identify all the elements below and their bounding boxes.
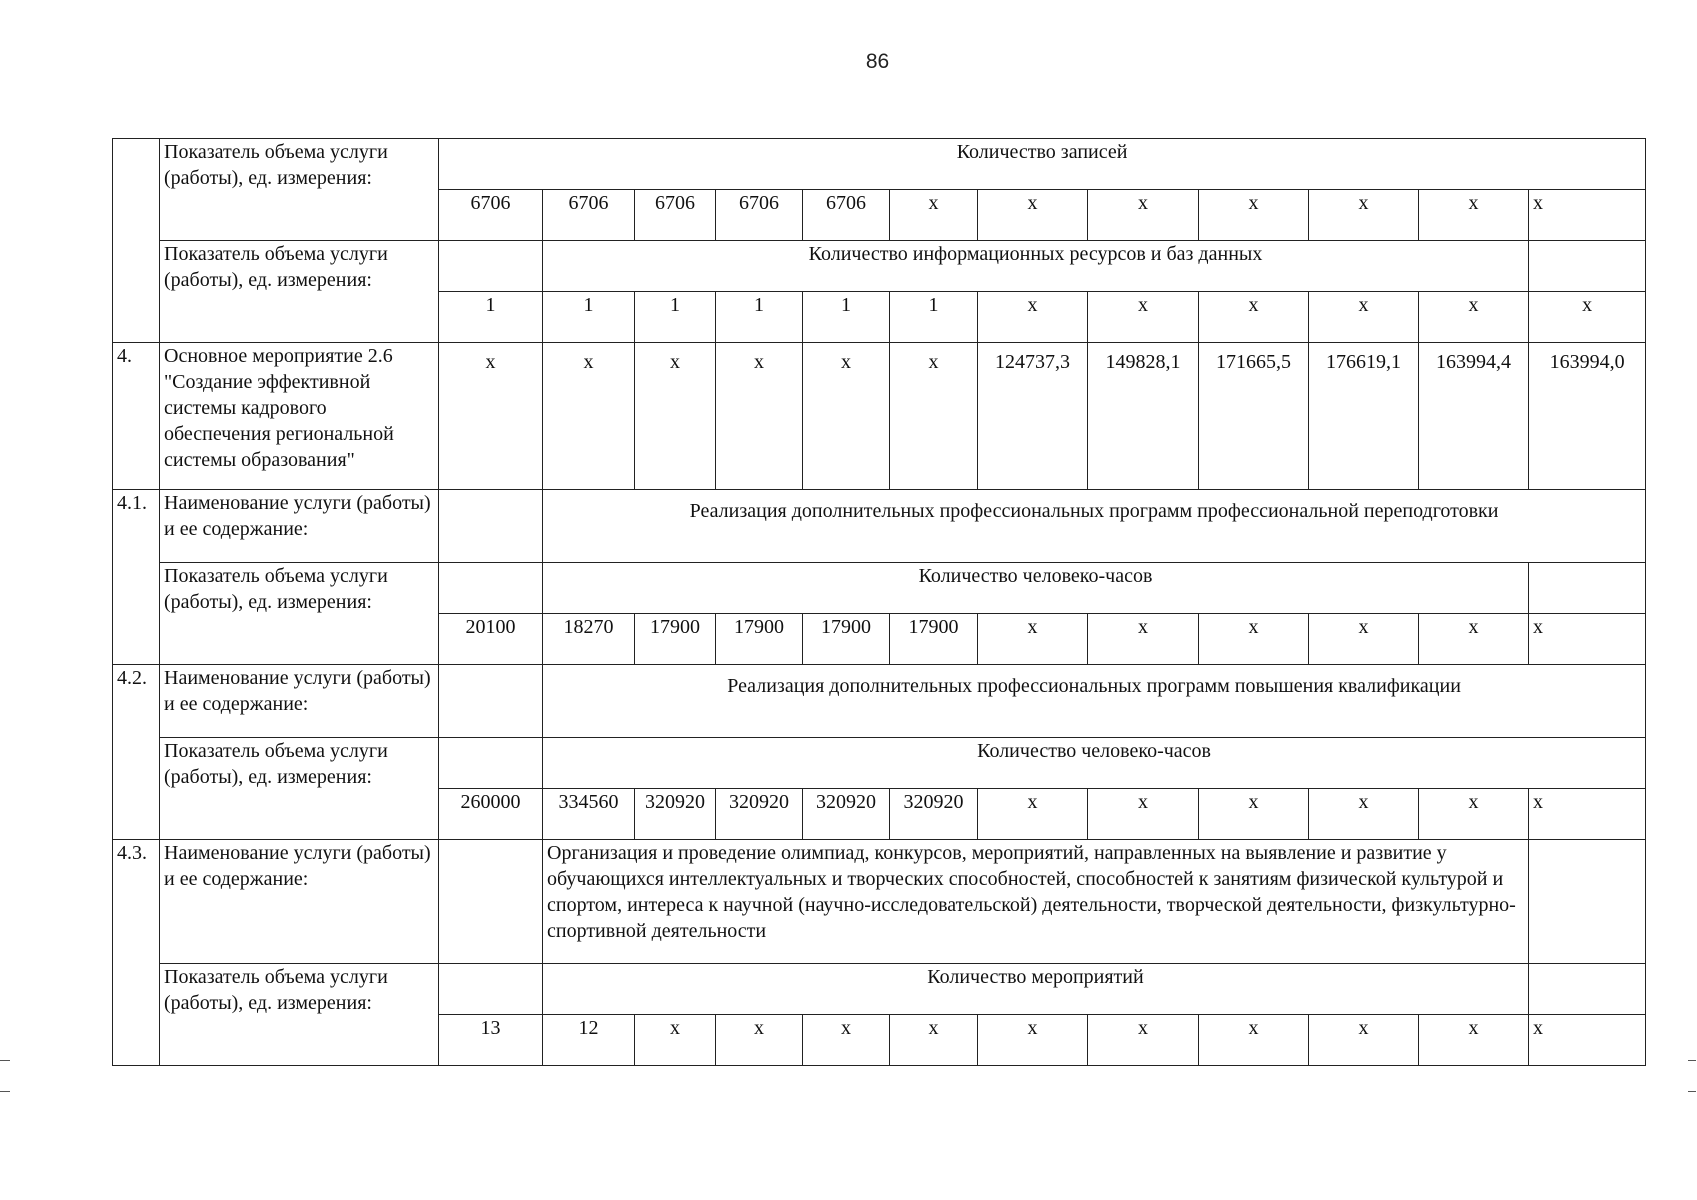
value-cell: x bbox=[1419, 789, 1529, 840]
table-row bbox=[113, 840, 1646, 964]
row-index: 4. bbox=[113, 343, 160, 490]
service-name: Реализация дополнительных профессиональных программ профессиональной переподготовки bbox=[543, 490, 1646, 563]
value-cell: 13 bbox=[439, 1015, 543, 1066]
value-cell: 320920 bbox=[890, 789, 978, 840]
empty-cell bbox=[1529, 241, 1646, 292]
value-cell: x bbox=[1199, 1015, 1309, 1066]
scan-mark-left bbox=[0, 1060, 10, 1092]
indicator-unit: Количество записей bbox=[439, 139, 1646, 190]
empty-cell bbox=[1529, 964, 1646, 1015]
value-cell: x bbox=[890, 1015, 978, 1066]
empty-cell bbox=[1529, 840, 1646, 964]
scan-mark-right bbox=[1688, 1060, 1696, 1092]
empty-cell bbox=[439, 665, 543, 738]
value-cell: x bbox=[1199, 614, 1309, 665]
value-cell: 6706 bbox=[543, 190, 635, 241]
value-cell: 124737,3 bbox=[978, 343, 1088, 490]
value-cell: 1 bbox=[716, 292, 803, 343]
empty-cell bbox=[439, 840, 543, 964]
empty-cell bbox=[439, 738, 543, 789]
table-row bbox=[113, 241, 1646, 292]
value-cell: 149828,1 bbox=[1088, 343, 1199, 490]
table-row bbox=[113, 139, 1646, 190]
value-cell: x bbox=[803, 343, 890, 490]
table-row bbox=[113, 343, 1646, 490]
value-cell: x bbox=[543, 343, 635, 490]
value-cell: 6706 bbox=[635, 190, 716, 241]
value-cell: x bbox=[890, 190, 978, 241]
value-cell: x bbox=[1419, 614, 1529, 665]
value-cell: x bbox=[1088, 1015, 1199, 1066]
value-cell: x bbox=[1529, 190, 1646, 241]
value-cell: 6706 bbox=[439, 190, 543, 241]
value-cell: x bbox=[978, 789, 1088, 840]
value-cell: 1 bbox=[543, 292, 635, 343]
service-label: Наименование услуги (работы) и ее содержание: bbox=[160, 665, 439, 738]
value-cell: x bbox=[1529, 292, 1646, 343]
indicator-label: Показатель объема услуги (работы), ед. измерения: bbox=[160, 964, 439, 1066]
index-cell bbox=[113, 139, 160, 343]
empty-cell bbox=[439, 490, 543, 563]
value-cell: 320920 bbox=[635, 789, 716, 840]
value-cell: x bbox=[978, 614, 1088, 665]
value-cell: 17900 bbox=[635, 614, 716, 665]
row-index: 4.3. bbox=[113, 840, 160, 1066]
row-index: 4.1. bbox=[113, 490, 160, 665]
service-label: Наименование услуги (работы) и ее содержание: bbox=[160, 490, 439, 563]
value-cell: x bbox=[1309, 789, 1419, 840]
value-cell: x bbox=[439, 343, 543, 490]
value-cell: 1 bbox=[890, 292, 978, 343]
service-name: Реализация дополнительных профессиональных программ повышения квалификации bbox=[543, 665, 1646, 738]
value-cell: x bbox=[635, 343, 716, 490]
table-row bbox=[113, 665, 1646, 738]
indicator-unit: Количество человеко-часов bbox=[543, 738, 1646, 789]
value-cell: x bbox=[1088, 292, 1199, 343]
indicator-label: Показатель объема услуги (работы), ед. измерения: bbox=[160, 139, 439, 241]
value-cell: 176619,1 bbox=[1309, 343, 1419, 490]
value-cell: x bbox=[1529, 1015, 1646, 1066]
value-cell: x bbox=[1088, 789, 1199, 840]
table-row bbox=[113, 738, 1646, 789]
empty-cell bbox=[439, 241, 543, 292]
indicator-unit: Количество человеко-часов bbox=[543, 563, 1529, 614]
value-cell: 1 bbox=[803, 292, 890, 343]
value-cell: 6706 bbox=[716, 190, 803, 241]
value-cell: x bbox=[890, 343, 978, 490]
value-cell: 1 bbox=[439, 292, 543, 343]
value-cell: 320920 bbox=[803, 789, 890, 840]
indicator-unit: Количество информационных ресурсов и баз данных bbox=[543, 241, 1529, 292]
value-cell: 6706 bbox=[803, 190, 890, 241]
table-row bbox=[113, 563, 1646, 614]
value-cell: 17900 bbox=[716, 614, 803, 665]
value-cell: 1 bbox=[635, 292, 716, 343]
value-cell: x bbox=[1199, 789, 1309, 840]
value-cell: x bbox=[635, 1015, 716, 1066]
value-cell: x bbox=[1529, 789, 1646, 840]
table-row bbox=[113, 964, 1646, 1015]
value-cell: x bbox=[803, 1015, 890, 1066]
value-cell: x bbox=[1088, 190, 1199, 241]
page-number: 86 bbox=[865, 50, 890, 73]
value-cell: x bbox=[1419, 1015, 1529, 1066]
value-cell: 260000 bbox=[439, 789, 543, 840]
value-cell: x bbox=[1088, 614, 1199, 665]
value-cell: x bbox=[1309, 614, 1419, 665]
value-cell: x bbox=[1309, 190, 1419, 241]
value-cell: 320920 bbox=[716, 789, 803, 840]
value-cell: x bbox=[1529, 614, 1646, 665]
value-cell: 163994,0 bbox=[1529, 343, 1646, 490]
empty-cell bbox=[439, 964, 543, 1015]
indicator-label: Показатель объема услуги (работы), ед. измерения: bbox=[160, 563, 439, 665]
value-cell: x bbox=[978, 1015, 1088, 1066]
value-cell: x bbox=[1199, 190, 1309, 241]
indicator-label: Показатель объема услуги (работы), ед. измерения: bbox=[160, 241, 439, 343]
value-cell: 17900 bbox=[803, 614, 890, 665]
value-cell: 12 bbox=[543, 1015, 635, 1066]
value-cell: 163994,4 bbox=[1419, 343, 1529, 490]
empty-cell bbox=[1529, 563, 1646, 614]
value-cell: 18270 bbox=[543, 614, 635, 665]
value-cell: x bbox=[978, 190, 1088, 241]
service-label: Наименование услуги (работы) и ее содержание: bbox=[160, 840, 439, 964]
program-table bbox=[112, 138, 1646, 1066]
value-cell: 171665,5 bbox=[1199, 343, 1309, 490]
value-cell: 20100 bbox=[439, 614, 543, 665]
value-cell: x bbox=[1199, 292, 1309, 343]
empty-cell bbox=[439, 563, 543, 614]
table-row bbox=[113, 490, 1646, 563]
service-name: Организация и проведение олимпиад, конкурсов, мероприятий, направленных на выявление и развитие у обучающихся интеллектуальных и творческих способностей, способностей к занятиям физической культурой и спортом, интереса к научной (научно-исследовательской) деятельности, творческой деятельности, физкультурно-спортивной деятельности bbox=[543, 840, 1529, 964]
activity-title: Основное мероприятие 2.6 "Создание эффективной системы кадрового обеспечения региональной системы образования" bbox=[160, 343, 439, 490]
indicator-unit: Количество мероприятий bbox=[543, 964, 1529, 1015]
row-index: 4.2. bbox=[113, 665, 160, 840]
value-cell: 17900 bbox=[890, 614, 978, 665]
value-cell: x bbox=[716, 343, 803, 490]
value-cell: x bbox=[978, 292, 1088, 343]
value-cell: x bbox=[716, 1015, 803, 1066]
indicator-label: Показатель объема услуги (работы), ед. измерения: bbox=[160, 738, 439, 840]
value-cell: 334560 bbox=[543, 789, 635, 840]
value-cell: x bbox=[1309, 292, 1419, 343]
value-cell: x bbox=[1419, 190, 1529, 241]
value-cell: x bbox=[1419, 292, 1529, 343]
value-cell: x bbox=[1309, 1015, 1419, 1066]
